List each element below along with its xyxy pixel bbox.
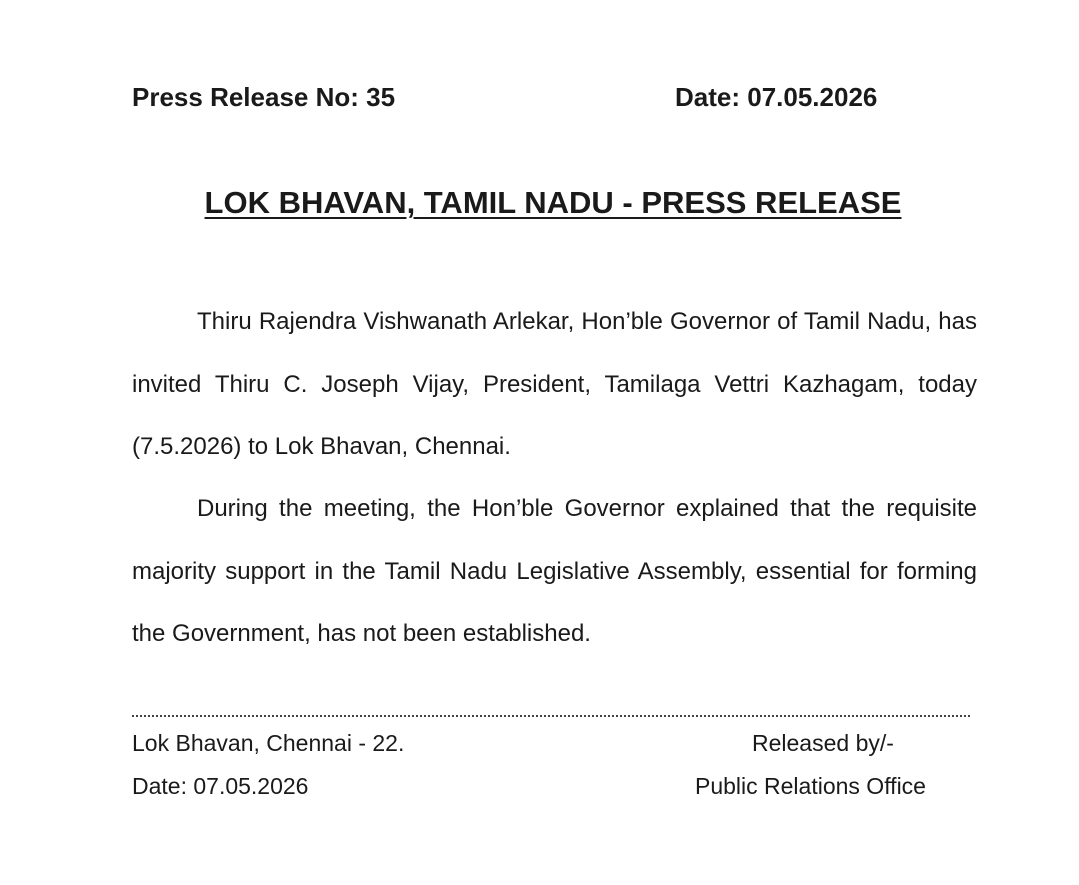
body-paragraph-2: During the meeting, the Hon’ble Governor explained that the requisite majority support in the Tamil Nadu Legislative Assembly, essential for forming the Government, has not been established. xyxy=(132,495,977,647)
press-release-number: Press Release No: 35 xyxy=(132,82,396,112)
dotted-divider xyxy=(132,715,970,717)
footer-released-by: Released by/- xyxy=(752,730,894,756)
footer-office: Public Relations Office xyxy=(695,773,926,799)
footer-place: Lok Bhavan, Chennai - 22. xyxy=(132,730,405,756)
body-paragraph-1: Thiru Rajendra Vishwanath Arlekar, Hon’ble Governor of Tamil Nadu, has invited Thiru C. Joseph Vijay, President, Tamilaga Vettri Kazhagam, today (7.5.2026) to Lok Bhavan, Chennai. xyxy=(132,308,977,460)
footer-date: Date: 07.05.2026 xyxy=(132,773,309,799)
release-date: Date: 07.05.2026 xyxy=(675,82,878,112)
page-title: LOK BHAVAN, TAMIL NADU - PRESS RELEASE xyxy=(204,185,902,220)
